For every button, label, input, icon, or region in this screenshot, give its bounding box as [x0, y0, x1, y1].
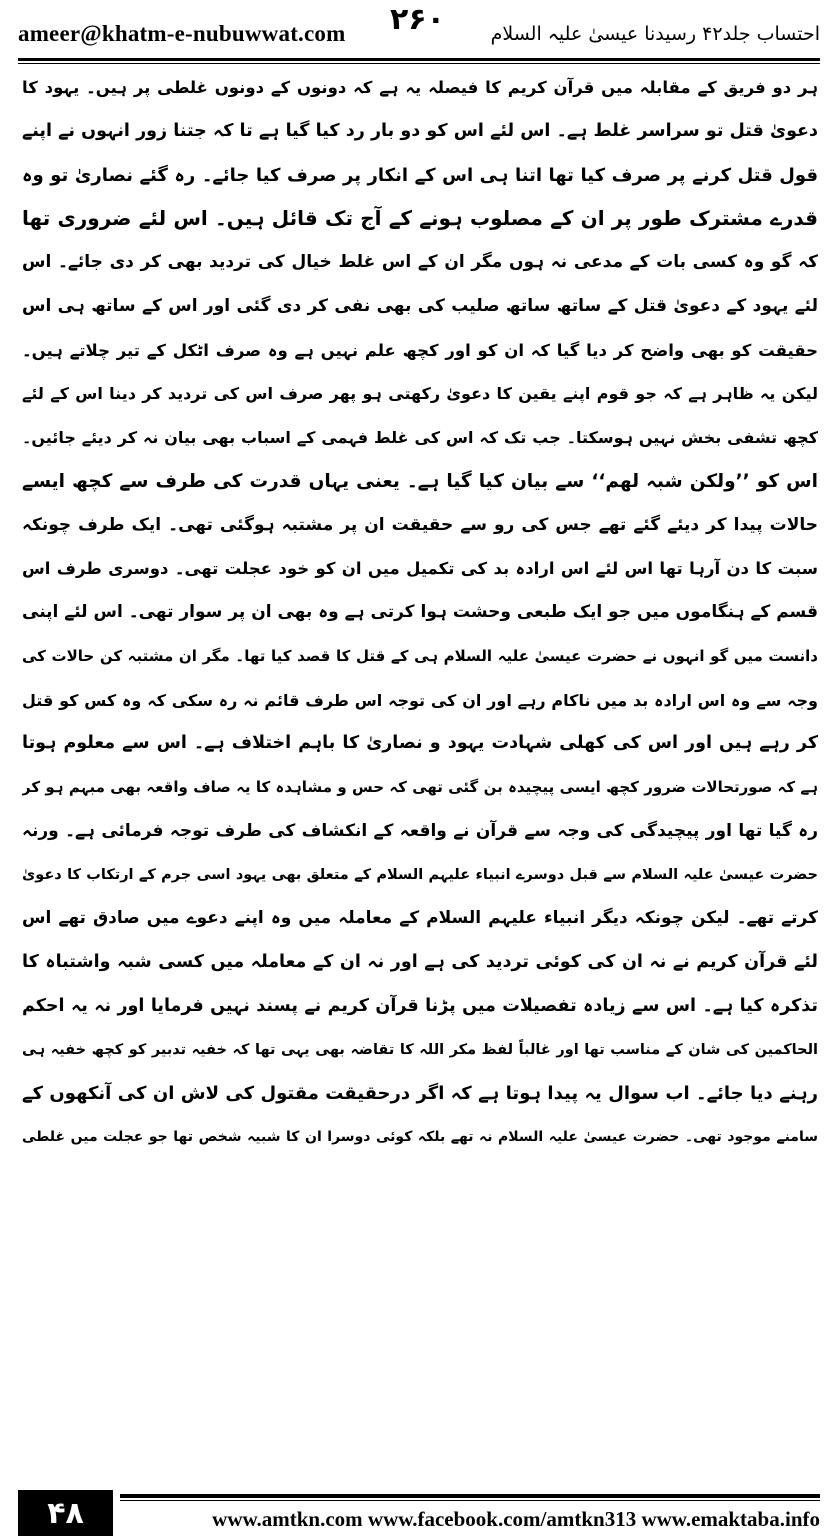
- running-title: احتساب جلد۴۲ رسیدنا عیسیٰ علیہ السلام: [490, 23, 820, 45]
- text-line: کہ گو وہ کسی بات کے مدعی نہ ہوں مگر ان کے اس غلط خیال کی تردید بھی کر دی جائے۔ اس: [22, 252, 818, 272]
- text-line: رہ گیا تھا اور پیچیدگی کی وجہ سے قرآن نے واقعہ کے انکشاف کی طرف توجہ فرمائی ہے۔ ورنہ: [22, 820, 818, 841]
- text-line: ہے کہ صورتحالات ضرور کچھ ایسی پیچیدہ بن گئی تھی کہ حس و مشاہدہ کا یہ صاف واقعہ بھی مبہم ہو کر: [22, 778, 818, 796]
- text-line: حضرت عیسیٰ علیہ السلام سے قبل دوسرے انبیاء علیہم السلام کے متعلق بھی یہود اسی جرم کے ارتکاب کا دعویٰ: [22, 866, 818, 883]
- text-line: سبت کا دن آرہا تھا اس لئے اس ارادہ بد کی تکمیل میں ان کو خود عجلت تھی۔ دوسری طرف اس: [22, 559, 818, 579]
- header-email: ameer@khatm-e-nubuwwat.com: [18, 21, 346, 46]
- text-line: کچھ تشفی بخش نہیں ہوسکتا۔ جب تک کہ اس کی غلط فہمی کے اسباب بھی بیان نہ کر دیئے جائیں۔: [22, 428, 818, 447]
- text-line: لیکن یہ ظاہر ہے کہ جو قوم اپنے یقین کا دعویٰ رکھتی ہو پھر صرف اس کی تردید کر دینا اس کے لئے: [22, 384, 818, 404]
- text-line: الحاکمین کی شان کے مناسب تھا اور غالباً لفظ مکر اللہ کا تقاضہ بھی یہی تھا کہ خفیہ تدبیر کو کچھ خفیہ ہی: [22, 1041, 818, 1058]
- text-line: کرتے تھے۔ لیکن چونکہ دیگر انبیاء علیہم السلام کے معاملہ میں وہ اپنے دعوے میں صادق تھے اس: [22, 908, 818, 929]
- text-line: قسم کے ہنگاموں میں جو ایک طبعی وحشت ہوا کرتی ہے وہ بھی ان پر سوار تھی۔ اس لئے اپنی: [22, 602, 818, 622]
- text-line: وجہ سے وہ اس ارادہ بد میں ناکام رہے اور ان کی توجہ اس طرف قائم نہ رہ سکی کہ وہ کس کو قتل: [22, 690, 818, 710]
- text-line: تذکرہ کیا ہے۔ اس سے زیادہ تفصیلات میں پڑنا قرآن کریم نے پسند نہیں فرمایا اور نہ یہ احکم: [22, 995, 818, 1016]
- text-line: سامنے موجود تھی۔ حضرت عیسیٰ علیہ السلام نہ تھے بلکہ کوئی دوسرا ان کا شبیہ شخص تھا جو عجلت میں غلطی: [22, 1129, 818, 1145]
- text-line: قول قتل کرنے پر صرف کیا تھا اتنا ہی اس کے انکار پر صرف کیا جائے۔ رہ گئے نصاریٰ تو وہ: [22, 164, 818, 186]
- page-number: ۲۶۰: [390, 2, 445, 37]
- text-line: دانست میں گو انہوں نے حضرت عیسیٰ علیہ السلام ہی کے قتل کا قصد کیا تھا۔ مگر ان مشتبہ کن حالات کی: [22, 646, 818, 665]
- sheet-number: ۴۸: [18, 1490, 113, 1536]
- text-line: حقیقت کو بھی واضح کر دیا گیا کہ ان کو اور کچھ علم نہیں ہے وہ صرف اٹکل کے تیر چلاتے ہیں۔: [22, 340, 818, 360]
- page-footer: [0, 1488, 840, 1540]
- header-rule-thin: [18, 63, 820, 64]
- body-text: [22, 66, 818, 1466]
- footer-links: www.amtkn.com www.facebook.com/amtkn313 www.emaktaba.info: [212, 1506, 820, 1531]
- text-line: ہر دو فریق کے مقابلہ میں قرآن کریم کا فیصلہ یہ ہے کہ دونوں کے دونوں غلطی پر ہیں۔ یہود کا: [22, 78, 818, 97]
- text-line: لئے قرآن کریم نے نہ ان کی کوئی تردید کی ہے اور نہ ان کے معاملہ میں کسی شبہ واشتباہ کا: [22, 952, 818, 972]
- text-line: لئے یہود کے دعویٰ قتل کے ساتھ ساتھ صلیب کی بھی نفی کر دی گئی اور اس کے ساتھ ہی اس: [22, 295, 818, 316]
- text-line: کر رہے ہیں اور اس کی کھلی شہادت یہود و نصاریٰ کا باہم اختلاف ہے۔ اس سے معلوم ہوتا: [22, 733, 818, 754]
- text-line: حالات پیدا کر دیئے گئے تھے جس کی رو سے حقیقت ان پر مشتبہ ہوگئی تھی۔ ایک طرف چونکہ: [22, 514, 818, 535]
- text-line: دعویٰ قتل تو سراسر غلط ہے۔ اس لئے اس کو دو بار رد کیا گیا ہے تا کہ جتنا زور انہوں نے اپنے: [22, 120, 818, 141]
- header-rule: [18, 58, 820, 61]
- text-line: رہنے دیا جائے۔ اب سوال یہ پیدا ہوتا ہے کہ اگر درحقیقت مقتول کی لاش ان کی آنکھوں کے: [22, 1083, 818, 1105]
- footer-rule-thin: [120, 1500, 820, 1501]
- text-line: قدرے مشترک طور پر ان کے مصلوب ہونے کے آج تک قائل ہیں۔ اس لئے ضروری تھا: [22, 206, 818, 231]
- footer-rule: [120, 1494, 820, 1498]
- text-line: اس کو ’’ولکن شبہ لھم‘‘ سے بیان کیا گیا ہے۔ یعنی یہاں قدرت کی طرف سے کچھ ایسے: [22, 470, 818, 492]
